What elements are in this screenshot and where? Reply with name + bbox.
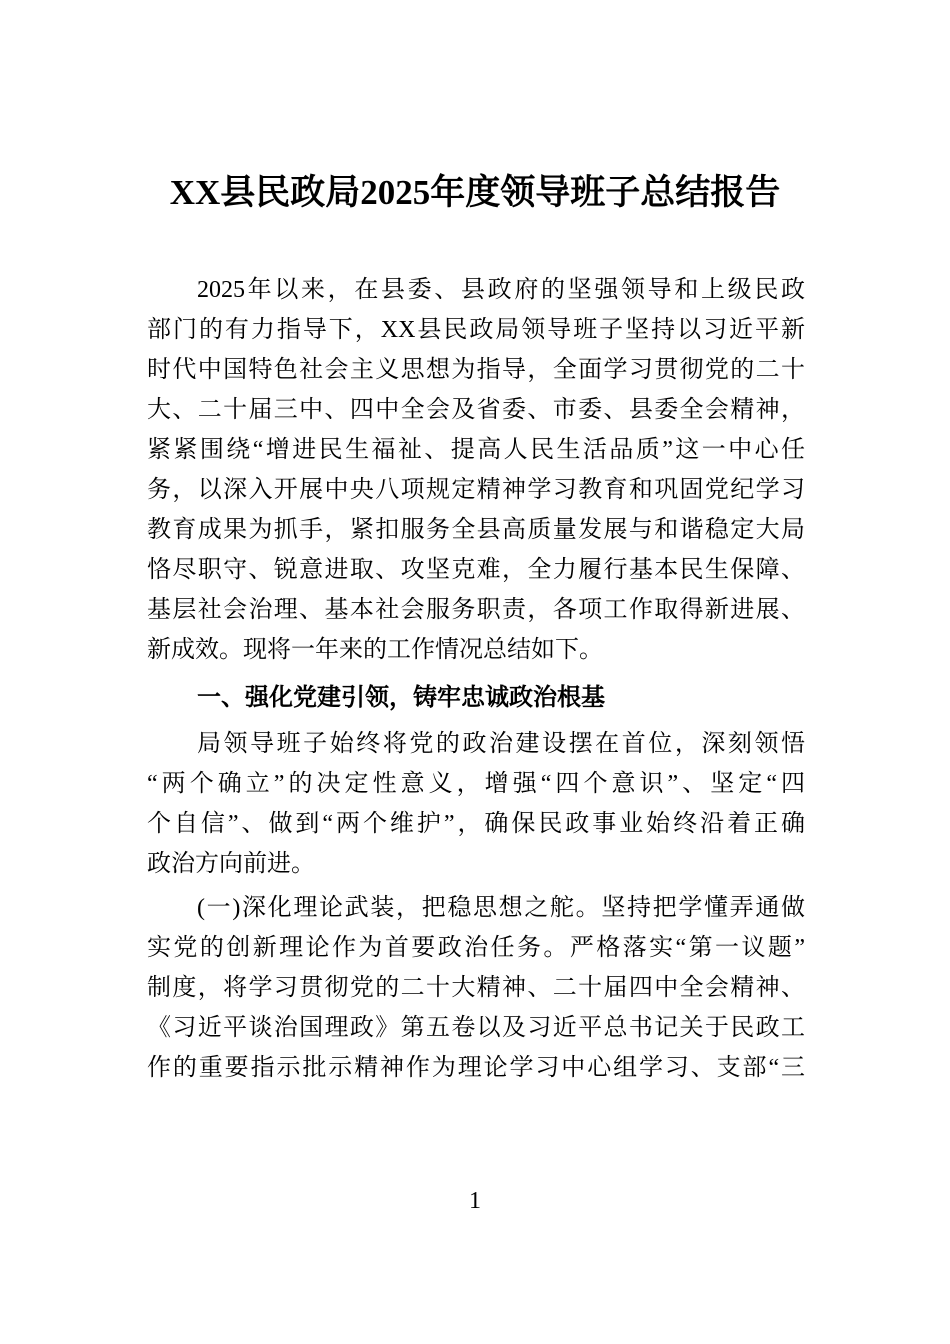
text-line: “两个确立”的决定性意义，增强“四个意识”、坚定“四 [147,771,805,797]
section-heading [147,674,805,720]
text-line: 大、二十届三中、四中全会及省委、市委、县委全会精神， [147,397,805,423]
text-line: 务，以深入开展中央八项规定精神学习教育和巩固党纪学习 [147,477,805,503]
page-number: 1 [469,1188,481,1214]
text-line: 教育成果为抓手，紧扣服务全县高质量发展与和谐稳定大局 [147,517,805,543]
text-line: 恪尽职守、锐意进取、攻坚克难，全力履行基本民生保障、 [147,557,805,583]
paragraph [147,270,805,670]
text-line: 一、强化党建引领，铸牢忠诚政治根基 [197,683,605,711]
text-line: 制度，将学习贯彻党的二十大精神、二十届四中全会精神、 [147,975,805,1001]
text-line: (一)深化理论武装，把稳思想之舵。坚持把学懂弄通做 [197,895,805,921]
paragraph [147,888,805,1088]
paragraph [147,724,805,884]
text-line: 《习近平谈治国理政》第五卷以及习近平总书记关于民政工 [147,1015,805,1041]
text-line: 紧紧围绕“增进民生福祉、提高人民生活品质”这一中心任 [147,437,805,463]
document-title: XX县民政局2025年度领导班子总结报告 [169,173,781,212]
text-line: 个自信”、做到“两个维护”，确保民政事业始终沿着正确 [147,811,805,837]
text-line: 局领导班子始终将党的政治建设摆在首位，深刻领悟 [197,731,805,757]
text-line: 政治方向前进。 [147,851,315,877]
text-line: 作的重要指示批示精神作为理论学习中心组学习、支部“三 [147,1055,805,1081]
text-line: 部门的有力指导下，XX县民政局领导班子坚持以习近平新 [147,317,805,343]
text-line: 时代中国特色社会主义思想为指导，全面学习贯彻党的二十 [147,357,805,383]
text-line: 实党的创新理论作为首要政治任务。严格落实“第一议题” [147,935,805,961]
paragraph-gap [147,1088,805,1092]
text-line: 新成效。现将一年来的工作情况总结如下。 [147,637,603,663]
document-body [147,270,805,1092]
text-line: 2025年以来，在县委、县政府的坚强领导和上级民政 [197,277,805,303]
text-line: 基层社会治理、基本社会服务职责，各项工作取得新进展、 [147,597,805,623]
